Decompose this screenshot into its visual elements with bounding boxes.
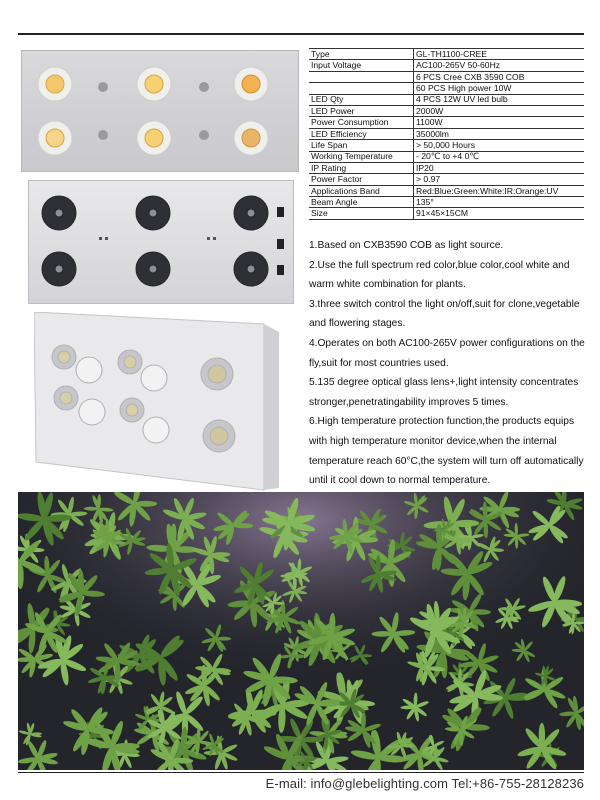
spec-row — [309, 49, 584, 60]
spec-value: 2000W — [414, 105, 585, 116]
spec-value: 4 PCS 12W UV led bulb — [414, 94, 585, 105]
spec-value: IP20 — [414, 162, 585, 173]
spec-value: 6 PCS Cree CXB 3590 COB — [414, 71, 585, 82]
spec-row — [309, 128, 584, 139]
spec-value: AC100-265V 50-60Hz — [414, 60, 585, 71]
cob-lens-1 — [52, 345, 76, 369]
spec-label: Power Consumption — [309, 117, 414, 128]
feature-line: 2.Use the full spectrum red color,blue color,cool white and — [309, 259, 570, 271]
fan-icon — [234, 196, 268, 230]
spec-label: LED Efficiency — [309, 128, 414, 139]
lamp-angle-illustration — [34, 312, 279, 492]
feature-line: fly,suit for most countries used. — [309, 357, 449, 369]
spec-row — [309, 174, 584, 185]
fan-icon — [42, 196, 76, 230]
cob-lens-4 — [54, 386, 78, 410]
fan-icon — [42, 252, 76, 286]
spec-value: Red:Blue:Green:White:IR:Orange:UV — [414, 185, 585, 196]
spec-row — [309, 208, 584, 219]
feature-line: until it cool down to normal temperature. — [309, 475, 491, 487]
lamp-back-illustration — [29, 181, 294, 304]
cob-lens-2 — [118, 350, 142, 374]
feature-line: 6.High temperature protection function,the products equips — [309, 416, 575, 428]
spec-label: IP Rating — [309, 162, 414, 173]
spec-value: - 20℃ to +4 0℃ — [414, 151, 585, 162]
spec-row — [309, 71, 584, 82]
spec-label: Working Temperature — [309, 151, 414, 162]
feature-list — [309, 236, 585, 491]
top-divider — [18, 33, 584, 35]
spec-value: GL-TH1100-CREE — [414, 49, 585, 60]
spec-row — [309, 151, 584, 162]
feature-line: with high temperature monitor device,when the internal — [309, 435, 557, 447]
footer-contact: E-mail: info@glebelighting.com Tel:+86-755-28128236 — [265, 776, 584, 791]
spec-row — [309, 83, 584, 94]
spec-value: > 50,000 Hours — [414, 140, 585, 151]
spec-row — [309, 185, 584, 196]
cob-lens-3 — [234, 67, 268, 101]
uv-bulb-4 — [143, 417, 169, 443]
spec-row — [309, 105, 584, 116]
cob-lens-5 — [137, 121, 171, 155]
spec-value: 91×45×15CM — [414, 208, 585, 219]
lamp-angle-photo — [34, 312, 279, 492]
spec-label — [309, 71, 414, 82]
lamp-back-photo — [28, 180, 294, 304]
fan-icon — [234, 252, 268, 286]
spec-label: Size — [309, 208, 414, 219]
fan-icon — [136, 252, 170, 286]
spec-value: 60 PCS High power 10W — [414, 83, 585, 94]
spec-table — [309, 48, 584, 220]
cob-lens-1 — [38, 67, 72, 101]
spec-label: Type — [309, 49, 414, 60]
feature-line: 4.Operates on both AC100-265V power configurations on the — [309, 337, 585, 349]
spec-value: 135° — [414, 197, 585, 208]
spec-label: Input Voltage — [309, 60, 414, 71]
spec-label: Life Span — [309, 140, 414, 151]
spec-label: Beam Angle — [309, 197, 414, 208]
spec-label: Power Factor — [309, 174, 414, 185]
feature-line: 5.135 degree optical glass lens+,light intensity concentrates — [309, 377, 579, 389]
plant-canopy-illustration — [18, 492, 584, 770]
spec-row — [309, 162, 584, 173]
spec-row — [309, 197, 584, 208]
lamp-front-photo — [21, 50, 299, 172]
cob-lens-4 — [38, 121, 72, 155]
feature-line: 3.three switch control the light on/off,suit for clone,vegetable — [309, 298, 580, 310]
bottom-divider — [18, 772, 584, 773]
spec-table-body — [309, 49, 584, 220]
uv-bulb-3 — [79, 399, 105, 425]
feature-line: warm white combination for plants. — [309, 279, 466, 291]
spec-label: LED Qty — [309, 94, 414, 105]
feature-line: and flowering stages. — [309, 318, 406, 330]
fan-icon — [136, 196, 170, 230]
feature-line: 1.Based on CXB3590 COB as light source. — [309, 240, 504, 251]
cob-lens-2 — [137, 67, 171, 101]
switch-panel — [277, 207, 284, 275]
spec-value: 1100W — [414, 117, 585, 128]
spec-label: Applications Band — [309, 185, 414, 196]
uv-bulb-2 — [141, 365, 167, 391]
cob-lens-5 — [120, 398, 144, 422]
spec-value: 35000lm — [414, 128, 585, 139]
spec-row — [309, 117, 584, 128]
feature-line: stronger,penetratingability improves 5 times. — [309, 396, 509, 408]
spec-row — [309, 94, 584, 105]
spec-label: LED Power — [309, 105, 414, 116]
spec-row — [309, 60, 584, 71]
cob-lens-6 — [203, 420, 235, 452]
spec-label — [309, 83, 414, 94]
spec-value: > 0.97 — [414, 174, 585, 185]
spec-row — [309, 140, 584, 151]
cob-lens-6 — [234, 121, 268, 155]
cob-lens-3 — [201, 358, 233, 390]
lamp-front-illustration — [22, 51, 299, 172]
uv-bulb-1 — [76, 357, 102, 383]
screw-holes — [99, 237, 216, 240]
grow-room-photo — [18, 492, 584, 770]
feature-line: temperature reach 60°C,the system will turn off automatically — [309, 455, 584, 467]
